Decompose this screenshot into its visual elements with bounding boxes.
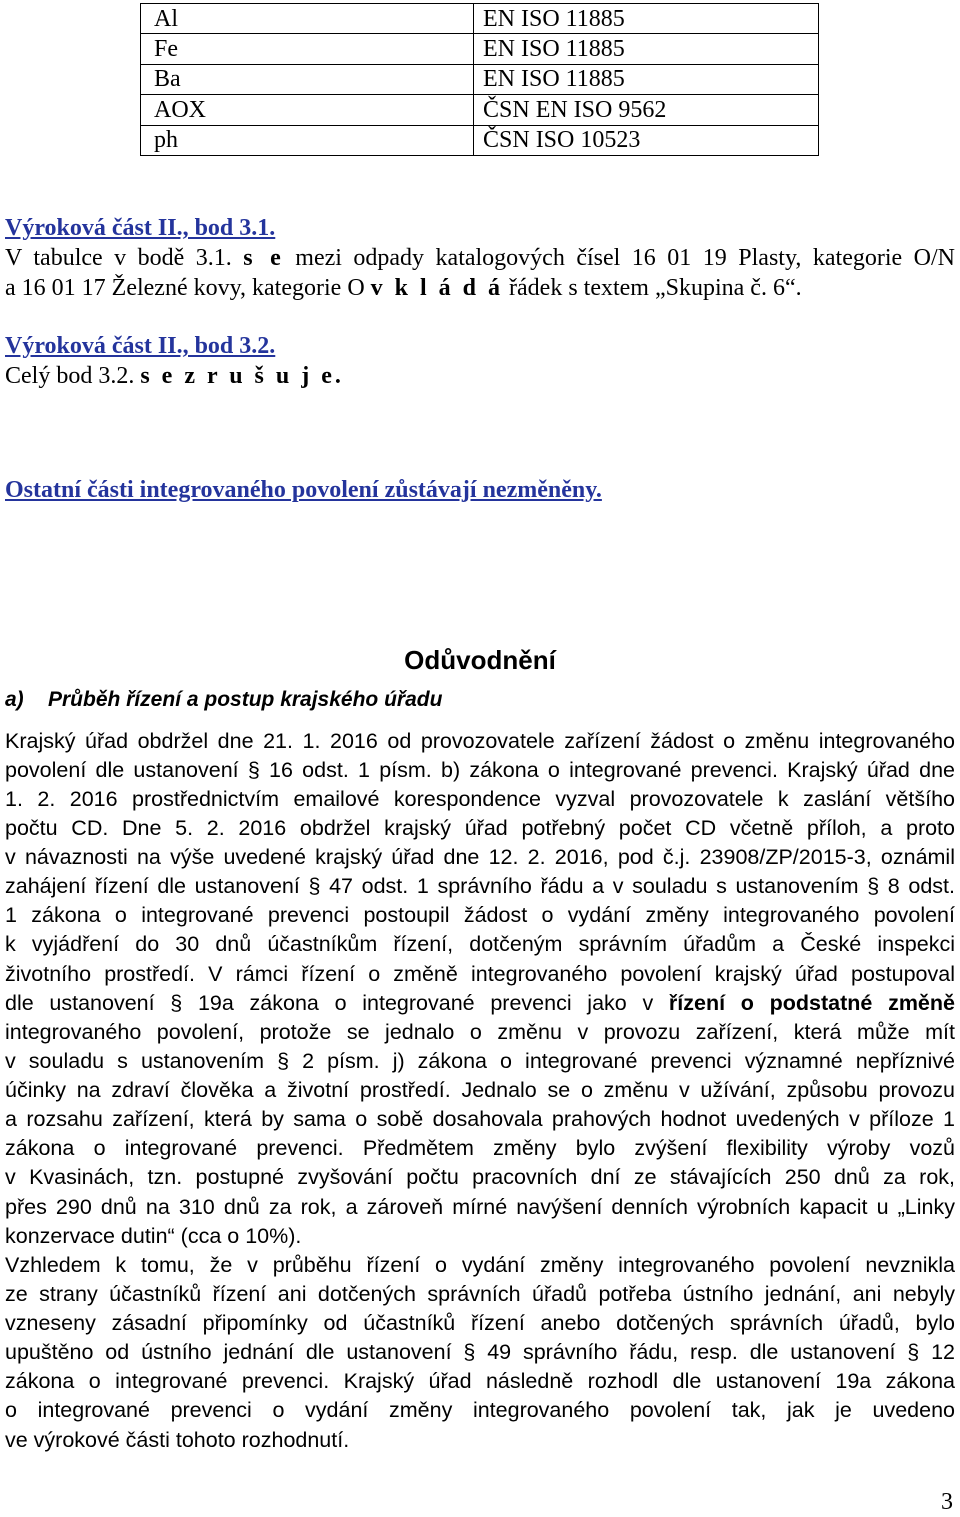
- text-segment: integrovaného povolení, protože se jednalo o změnu v provozu zařízení, která může mít: [5, 1019, 955, 1044]
- text-line: [5, 1309, 955, 1338]
- text-line: [5, 1018, 955, 1047]
- text-segment: k vyjádření do 30 dnů účastníkům řízení, dotčeným správním úřadům a České inspekci: [5, 932, 955, 957]
- text-segment: dle ustanovení § 19a zákona o integrované prevenci jako v: [5, 990, 669, 1015]
- closing-statement: Ostatní části integrovaného povolení zůstávají nezměněny.: [5, 477, 602, 503]
- amendment-block-3-1: [5, 213, 955, 303]
- text-segment: v souladu s ustanovením § 2 písm. j) zákona o integrované prevenci významné nepříznivé: [5, 1048, 955, 1073]
- text-line: [5, 1105, 955, 1134]
- section-heading-text: Průběh řízení a postup krajského úřadu: [48, 688, 443, 711]
- text-line: [5, 1251, 955, 1280]
- emphasized-text: v k l á d á: [370, 275, 504, 301]
- text-line: [5, 785, 955, 814]
- text-line: [5, 1047, 955, 1076]
- paragraph: [5, 727, 955, 1251]
- text-segment: počtu CD. Dne 5. 2. 2016 obdržel krajský úřad potřebný počet CD včetně příloh, a proto: [5, 815, 955, 840]
- emphasized-text: s e: [243, 245, 284, 271]
- text-segment: zahájení řízení dle ustanovení § 47 odst. 1 správního řádu a v souladu s ustanovením § 8 odst.: [5, 874, 955, 899]
- amendment-heading: Výroková část II., bod 3.2.: [5, 333, 276, 359]
- text-line: [5, 989, 955, 1018]
- text-segment: ze strany účastníků řízení ani dotčených správních úřadů potřeba ústního jednání, ani nebyly: [5, 1281, 955, 1306]
- table-row: [141, 34, 819, 64]
- table-row: [141, 64, 819, 94]
- text-line: [5, 756, 955, 785]
- amendment-heading: Výroková část II., bod 3.1.: [5, 215, 276, 241]
- paragraph: [5, 1251, 955, 1455]
- parameter-cell: AOX: [141, 95, 474, 125]
- text-line: [5, 872, 955, 901]
- text-line: [5, 1426, 955, 1455]
- text-line: [5, 1280, 955, 1309]
- text-line: [5, 1134, 955, 1163]
- text-segment: mezi odpady katalogových čísel 16 01 19 Plasty, kategorie O/N: [283, 245, 955, 271]
- text-line: [5, 243, 955, 273]
- text-segment: povolení dle ustanovení § 16 odst. 1 písm. b) zákona o integrované prevenci. Krajský úřad dne: [5, 757, 955, 782]
- text-segment: upuštěno od ústního jednání dle ustanovení § 49 správního řádu, resp. dle ustanovení § 12: [5, 1340, 955, 1365]
- text-line: [5, 1076, 955, 1105]
- emphasized-text: řízení o podstatné změně: [668, 990, 955, 1015]
- text-segment: vzneseny zásadní připomínky od účastníků řízení anebo dotčených správních úřadů, bylo: [5, 1311, 955, 1335]
- text-segment: ve výrokové části tohoto rozhodnutí.: [5, 1427, 350, 1452]
- table-row: [141, 4, 819, 34]
- text-line: [5, 1163, 955, 1192]
- text-segment: zákona o integrované prevenci. Předmětem změny bylo zvýšení flexibility výroby vozů: [5, 1136, 955, 1161]
- text-segment: Krajský úřad obdržel dne 21. 1. 2016 od provozovatele zařízení žádost o změnu integrovaného: [5, 728, 955, 753]
- table-row: [141, 125, 819, 155]
- justification-body: [5, 727, 955, 1455]
- section-heading: [5, 686, 442, 714]
- text-segment: řádek s textem „Skupina č. 6“.: [503, 275, 802, 301]
- text-segment: 1 zákona o integrované prevenci postoupil žádost o vydání změny integrovaného povolení: [5, 903, 955, 928]
- text-segment: a 16 01 17 Železné kovy, kategorie O: [5, 275, 371, 301]
- amendment-block-3-2: [5, 331, 955, 391]
- text-segment: o integrované prevenci o vydání změny integrovaného povolení tak, jak je uvedeno: [5, 1398, 955, 1423]
- emphasized-text: s e z r u š u j e.: [140, 363, 344, 389]
- text-line: [5, 1222, 955, 1251]
- text-line: [5, 930, 955, 959]
- text-segment: V tabulce v bodě 3.1.: [5, 245, 244, 271]
- text-segment: zákona o integrované prevenci. Krajský úřad následně rozhodl dle ustanovení 19a zákona: [5, 1369, 955, 1394]
- text-segment: životního prostředí. V rámci řízení o změně integrovaného povolení krajský úřad postupoval: [5, 961, 955, 986]
- text-line: [5, 1338, 955, 1367]
- text-line: [5, 1193, 955, 1222]
- method-cell: EN ISO 11885: [474, 4, 819, 34]
- amendment-text: [5, 243, 955, 303]
- text-segment: účinky na zdraví člověka a životní prostředí. Jednalo se o změnu v užívání, způsobu provozu: [5, 1078, 955, 1102]
- text-line: [5, 843, 955, 872]
- parameter-cell: Ba: [141, 64, 474, 94]
- text-line: [5, 901, 955, 930]
- method-cell: ČSN EN ISO 9562: [474, 95, 819, 125]
- table-row: [141, 95, 819, 125]
- text-line: [5, 1396, 955, 1425]
- analysis-method-table: [140, 3, 819, 156]
- text-line: [5, 361, 955, 391]
- method-cell: EN ISO 11885: [474, 64, 819, 94]
- text-segment: přes 290 dnů na 310 dnů za rok, a zároveň mírné navýšení denních výrobních kapacit u „Linky: [5, 1194, 955, 1219]
- parameter-cell: Fe: [141, 34, 474, 64]
- page-number: 3: [941, 1489, 953, 1515]
- closing-statement-block: [5, 475, 955, 505]
- method-cell: EN ISO 11885: [474, 34, 819, 64]
- text-line: [5, 273, 955, 303]
- amendment-text: [5, 361, 955, 391]
- parameter-cell: ph: [141, 125, 474, 155]
- text-segment: v Kvasinách, tzn. postupné zvyšování počtu pracovních dní ze stávajících 250 dnů za rok,: [5, 1165, 955, 1190]
- justification-title: Odůvodnění: [404, 645, 556, 675]
- text-segment: a rozsahu zařízení, která by sama o sobě dosahovala prahových hodnot uvedených v příloze 1: [5, 1107, 955, 1132]
- text-line: [5, 727, 955, 756]
- text-segment: v návaznosti na výše uvedené krajský úřad dne 12. 2. 2016, pod č.j. 23908/ZP/2015-3, oznámil: [5, 845, 955, 869]
- method-cell: ČSN ISO 10523: [474, 125, 819, 155]
- text-line: [5, 814, 955, 843]
- text-line: [5, 1367, 955, 1396]
- text-segment: Vzhledem k tomu, že v průběhu řízení o vydání změny integrovaného povolení nevznikla: [5, 1252, 955, 1277]
- text-line: [5, 960, 955, 989]
- parameter-cell: Al: [141, 4, 474, 34]
- text-segment: Celý bod 3.2.: [5, 363, 141, 389]
- text-segment: konzervace dutin“ (cca o 10%).: [5, 1223, 302, 1248]
- section-marker: a): [5, 688, 24, 711]
- text-segment: 1. 2. 2016 prostřednictvím emailové korespondence vyzval provozovatele k zaslání většího: [5, 786, 955, 811]
